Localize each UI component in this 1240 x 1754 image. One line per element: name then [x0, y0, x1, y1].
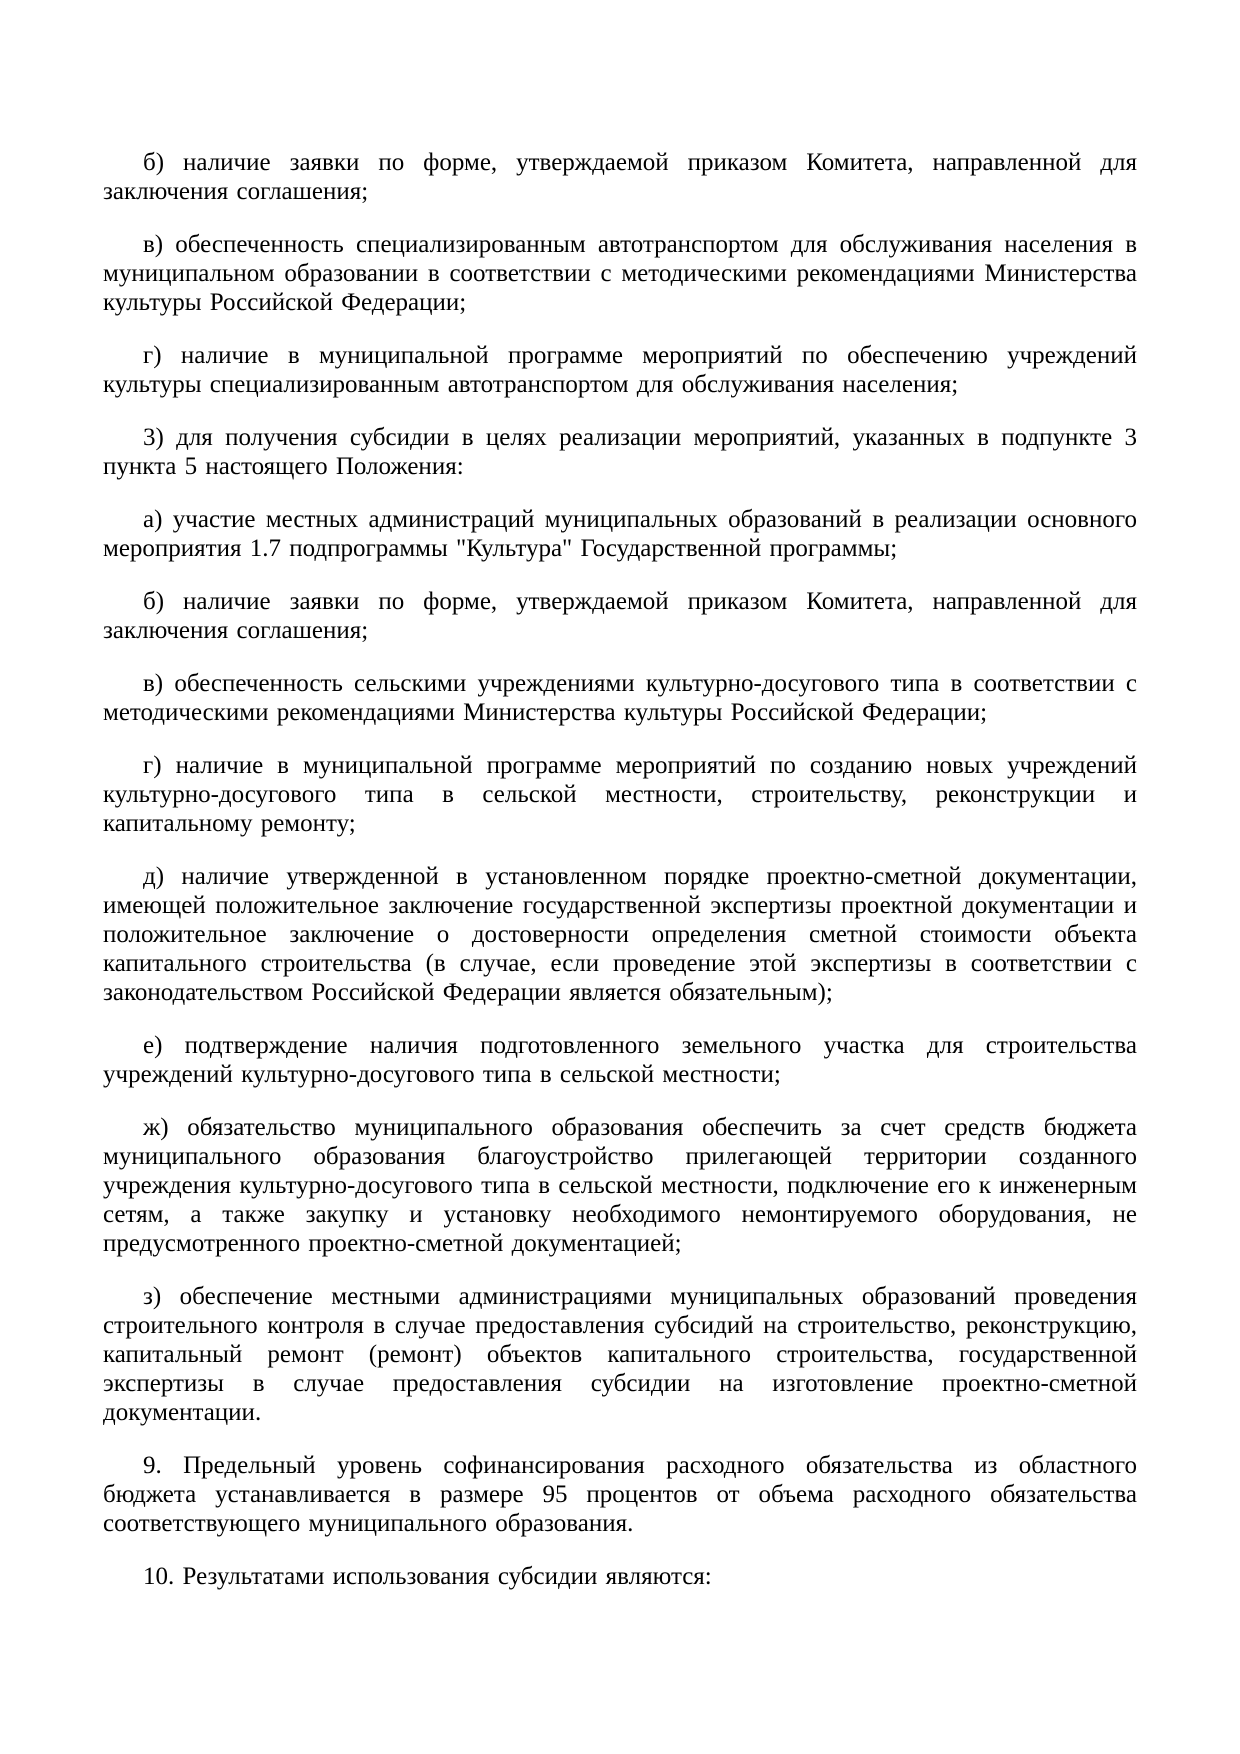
paragraph-clause-g-program-transport: г) наличие в муниципальной программе мероприятий по обеспечению учреждений культуры специализированным автотранспортом для обслуживания населения;: [103, 342, 1137, 398]
paragraph-clause-v-rural-institutions: в) обеспеченность сельскими учреждениями культурно-досугового типа в соответствии с методическими рекомендациями Министерства культуры Российской Федерации;: [103, 670, 1137, 726]
paragraph-clause-a-participation: а) участие местных администраций муниципальных образований в реализации основного мероприятия 1.7 подпрограммы "Культура" Государственной программы;: [103, 506, 1137, 562]
paragraph-clause-zh-obligation: ж) обязательство муниципального образования обеспечить за счет средств бюджета муниципального образования благоустройство прилегающей территории созданного учреждения культурно-досугового типа в сельской местности, подключение его к инженерным сетям, а также закупку и установку необходимого немонтируемого оборудования, не предусмотренного проектно-сметной документацией;: [103, 1114, 1137, 1257]
paragraph-item-10-results: 10. Результатами использования субсидии являются:: [143, 1563, 712, 1590]
paragraph-clause-v-transport: в) обеспеченность специализированным автотранспортом для обслуживания населения в муниципальном образовании в соответствии с методическими рекомендациями Министерства культуры Российской Федерации;: [103, 231, 1137, 316]
paragraph-clause-e-land-plot: е) подтверждение наличия подготовленного земельного участка для строительства учреждений культурно-досугового типа в сельской местности;: [103, 1032, 1137, 1088]
paragraph-item-3-subsidy-purpose: 3) для получения субсидии в целях реализации мероприятий, указанных в подпункте 3 пункта 5 настоящего Положения:: [103, 424, 1137, 480]
paragraph-clause-d-documentation: д) наличие утвержденной в установленном порядке проектно-сметной документации, имеющей положительное заключение государственной экспертизы проектной документации и положительное заключение о достоверности определения сметной стоимости объекта капитального строительства (в случае, если проведение этой экспертизы в соответствии с законодательством Российской Федерации является обязательным);: [103, 863, 1137, 1006]
document-text-block: [103, 148, 1137, 1591]
paragraph-item-9-cofinancing-level: 9. Предельный уровень софинансирования расходного обязательства из областного бюджета устанавливается в размере 95 процентов от объема расходного обязательства соответствующего муниципального образования.: [103, 1452, 1137, 1537]
paragraph-clause-b-application-2: б) наличие заявки по форме, утверждаемой приказом Комитета, направленной для заключения соглашения;: [103, 588, 1137, 644]
paragraph-clause-b-application: б) наличие заявки по форме, утверждаемой приказом Комитета, направленной для заключения соглашения;: [103, 149, 1137, 205]
paragraph-clause-g-program-construction: г) наличие в муниципальной программе мероприятий по созданию новых учреждений культурно-досугового типа в сельской местности, строительству, реконструкции и капитальному ремонту;: [103, 752, 1137, 837]
paragraph-clause-z-control: з) обеспечение местными администрациями муниципальных образований проведения строительного контроля в случае предоставления субсидий на строительство, реконструкцию, капитальный ремонт (ремонт) объектов капитального строительства, государственной экспертизы в случае предоставления субсидии на изготовление проектно-сметной документации.: [103, 1283, 1137, 1426]
